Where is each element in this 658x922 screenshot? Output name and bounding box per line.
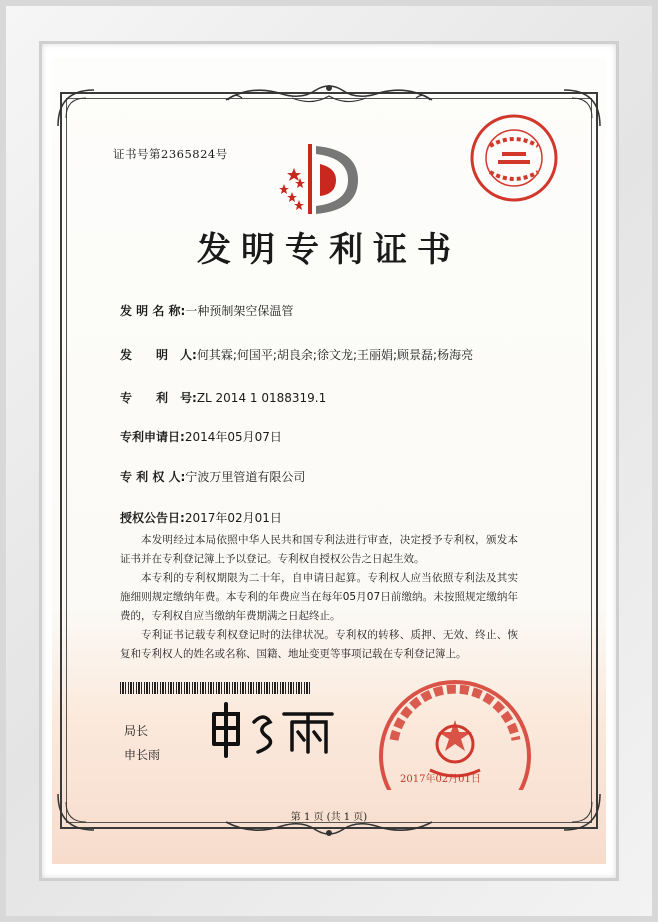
field-patentee [120,468,305,485]
tax-seal-stamp-icon [468,112,560,204]
certificate-title: 发明专利证书 [197,230,461,270]
corner-ornament-icon [56,88,96,128]
certificate-number: 证书号第2365824号 [113,147,228,161]
field-label: 专 利 权 人: [120,470,186,484]
director-name: 申长雨 [124,748,161,762]
field-application-date [120,428,282,445]
field-label: 专 利 号: [120,391,197,405]
field-value: 2014年05月07日 [184,430,282,444]
corner-ornament-icon [562,88,602,128]
certificate-body [120,531,518,664]
field-value: 一种预制架空保温管 [185,304,294,318]
field-label: 授权公告日: [120,511,185,525]
body-paragraph: 本发明经过本局依照中华人民共和国专利法进行审查，决定授予专利权，颁发本证书并在专利登记簿上予以登记。专利权自授权公告之日起生效。 [120,534,518,565]
barcode [120,682,310,694]
field-inventors [120,346,473,363]
field-invention-name [120,302,293,319]
field-value: ZL 2014 1 0188319.1 [196,391,327,405]
patent-office-logo-icon [272,138,364,222]
director-title: 局长 [124,724,149,738]
field-grant-date [120,509,282,526]
body-paragraph: 本专利的专利权期限为二十年，自申请日起算。专利权人应当依照专利法及其实施细则规定缴纳年费。本专利的年费应当在每年05月07日前缴纳。未按照规定缴纳年费的，专利权自应当缴纳年费期满之日起终止。 [120,572,518,622]
field-label: 发 明 人: [120,348,197,362]
field-value: 2017年02月01日 [184,511,282,525]
field-value: 何其霖;何国平;胡良余;徐文龙;王丽娟;顾景磊;杨海亮 [196,348,474,362]
seal-date: 2017年02月01日 [400,774,481,785]
field-label: 专利申请日: [120,430,185,444]
field-value: 宁波万里管道有限公司 [185,470,306,484]
field-label: 发 明 名 称: [120,304,186,318]
body-paragraph: 专利证书记载专利权登记时的法律状况。专利权的转移、质押、无效、终止、恢复和专利权人的姓名或名称、国籍、地址变更等事项记载在专利登记簿上。 [120,629,518,660]
field-patent-number [120,389,326,406]
page-number: 第 1 页 (共 1 页) [290,812,368,823]
top-ornament-icon [222,80,436,106]
director-signature-icon [208,700,338,760]
